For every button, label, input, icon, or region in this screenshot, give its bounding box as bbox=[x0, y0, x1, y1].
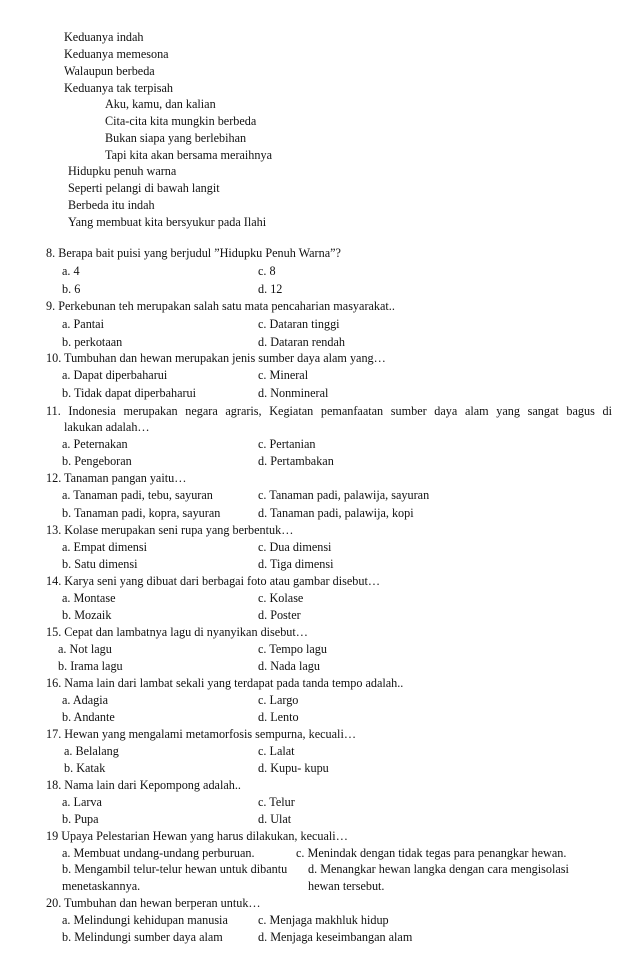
poem-line: Keduanya indah bbox=[64, 30, 144, 44]
question-14-text: 14. Karya seni yang dibuat dari berbagai foto atau gambar disebut… bbox=[46, 574, 381, 588]
question-11-option-c: c. Pertanian bbox=[258, 437, 316, 451]
question-11-option-d: d. Pertambakan bbox=[258, 454, 334, 468]
question-16-option-a: a. Adagia bbox=[62, 693, 109, 707]
poem-line: Seperti pelangi di bawah langit bbox=[68, 181, 220, 195]
question-17-option-c: c. Lalat bbox=[258, 744, 295, 758]
poem-line: Berbeda itu indah bbox=[68, 198, 155, 212]
question-18-text: 18. Nama lain dari Kepompong adalah.. bbox=[46, 778, 241, 792]
question-17-text: 17. Hewan yang mengalami metamorfosis sempurna, kecuali… bbox=[46, 727, 357, 741]
question-8-option-b: b. 6 bbox=[62, 282, 81, 296]
question-14-option-a: a. Montase bbox=[62, 591, 116, 605]
question-16-option-b: b. Andante bbox=[62, 710, 115, 724]
poem-line: Keduanya memesona bbox=[64, 47, 169, 61]
question-15-text: 15. Cepat dan lambatnya lagu di nyanyikan disebut… bbox=[46, 625, 308, 639]
poem-line: Bukan siapa yang berlebihan bbox=[105, 131, 247, 145]
poem-line: Walaupun berbeda bbox=[64, 64, 155, 78]
question-16-option-d: d. Lento bbox=[258, 710, 299, 724]
question-13-option-d: d. Tiga dimensi bbox=[258, 557, 334, 571]
question-14-option-b: b. Mozaik bbox=[62, 608, 112, 622]
question-12-option-c: c. Tanaman padi, palawija, sayuran bbox=[258, 488, 430, 502]
question-8-option-c: c. 8 bbox=[258, 264, 276, 278]
question-20-option-a: a. Melindungi kehidupan manusia bbox=[62, 913, 228, 927]
question-17-option-b: b. Katak bbox=[64, 761, 106, 775]
question-10-option-c: c. Mineral bbox=[258, 368, 309, 382]
question-20-option-b: b. Melindungi sumber daya alam bbox=[62, 930, 223, 944]
question-14-option-d: d. Poster bbox=[258, 608, 301, 622]
question-19-text: 19 Upaya Pelestarian Hewan yang harus dilakukan, kecuali… bbox=[46, 829, 348, 843]
question-12-option-b: b. Tanaman padi, kopra, sayuran bbox=[62, 506, 221, 520]
poem-line: Tapi kita akan bersama meraihnya bbox=[105, 148, 272, 162]
question-13-option-b: b. Satu dimensi bbox=[62, 557, 138, 571]
question-9-option-c: c. Dataran tinggi bbox=[258, 317, 340, 331]
question-17-option-a: a. Belalang bbox=[64, 744, 119, 758]
question-19-option-c: c. Menindak dengan tidak tegas para penangkar hewan. bbox=[296, 846, 567, 860]
question-20-option-d: d. Menjaga keseimbangan alam bbox=[258, 930, 413, 944]
question-8-option-a: a. 4 bbox=[62, 264, 80, 278]
question-18-option-d: d. Ulat bbox=[258, 812, 292, 826]
question-11-option-a: a. Peternakan bbox=[62, 437, 128, 451]
question-12-text: 12. Tanaman pangan yaitu… bbox=[46, 471, 187, 485]
question-9-option-d: d. Dataran rendah bbox=[258, 335, 345, 349]
question-8-text: 8. Berapa bait puisi yang berjudul ”Hidupku Penuh Warna”? bbox=[46, 246, 341, 260]
question-10-option-a: a. Dapat diperbaharui bbox=[62, 368, 168, 382]
poem-line: Yang membuat kita bersyukur pada Ilahi bbox=[68, 215, 267, 229]
question-10-text: 10. Tumbuhan dan hewan merupakan jenis sumber daya alam yang… bbox=[46, 351, 386, 365]
question-9-option-a: a. Pantai bbox=[62, 317, 104, 331]
poem-line: Hidupku penuh warna bbox=[68, 164, 177, 178]
question-12-option-a: a. Tanaman padi, tebu, sayuran bbox=[62, 488, 213, 502]
question-15-option-d: d. Nada lagu bbox=[258, 659, 320, 673]
question-15-option-c: c. Tempo lagu bbox=[258, 642, 327, 656]
question-16-text: 16. Nama lain dari lambat sekali yang terdapat pada tanda tempo adalah.. bbox=[46, 676, 404, 690]
question-19-option-a: a. Membuat undang-undang perburuan. bbox=[62, 846, 255, 860]
question-18-option-a: a. Larva bbox=[62, 795, 102, 809]
poem-line: Cita-cita kita mungkin berbeda bbox=[105, 114, 257, 128]
question-11-option-b: b. Pengeboran bbox=[62, 454, 132, 468]
poem-line: Aku, kamu, dan kalian bbox=[105, 97, 216, 111]
question-19-option-b: b. Mengambil telur-telur hewan untuk dibantu menetaskannya. bbox=[62, 862, 288, 893]
question-11-text: 11. Indonesia merupakan negara agraris, Kegiatan pemanfaatan sumber daya alam yang sangat bagus di bbox=[46, 404, 612, 418]
question-12-option-d: d. Tanaman padi, palawija, kopi bbox=[258, 506, 414, 520]
question-19-option-d: d. Menangkar hewan langka dengan cara mengisolasi hewan tersebut. bbox=[308, 862, 569, 893]
question-10-option-b: b. Tidak dapat diperbaharui bbox=[62, 386, 197, 400]
question-15-option-a: a. Not lagu bbox=[58, 642, 112, 656]
question-9-option-b: b. perkotaan bbox=[62, 335, 123, 349]
question-9-text: 9. Perkebunan teh merupakan salah satu mata pencaharian masyarakat.. bbox=[46, 299, 395, 313]
question-8-option-d: d. 12 bbox=[258, 282, 283, 296]
question-13-option-c: c. Dua dimensi bbox=[258, 540, 332, 554]
question-13-text: 13. Kolase merupakan seni rupa yang berbentuk… bbox=[46, 523, 294, 537]
question-20-text: 20. Tumbuhan dan hewan berperan untuk… bbox=[46, 896, 261, 910]
question-11-text-cont: lakukan adalah… bbox=[64, 420, 150, 434]
question-10-option-d: d. Nonmineral bbox=[258, 386, 329, 400]
poem-line: Keduanya tak terpisah bbox=[64, 81, 173, 95]
question-15-option-b: b. Irama lagu bbox=[58, 659, 123, 673]
question-17-option-d: d. Kupu- kupu bbox=[258, 761, 329, 775]
question-13-option-a: a. Empat dimensi bbox=[62, 540, 147, 554]
question-18-option-b: b. Pupa bbox=[62, 812, 99, 826]
question-18-option-c: c. Telur bbox=[258, 795, 295, 809]
question-16-option-c: c. Largo bbox=[258, 693, 299, 707]
question-14-option-c: c. Kolase bbox=[258, 591, 304, 605]
question-20-option-c: c. Menjaga makhluk hidup bbox=[258, 913, 389, 927]
